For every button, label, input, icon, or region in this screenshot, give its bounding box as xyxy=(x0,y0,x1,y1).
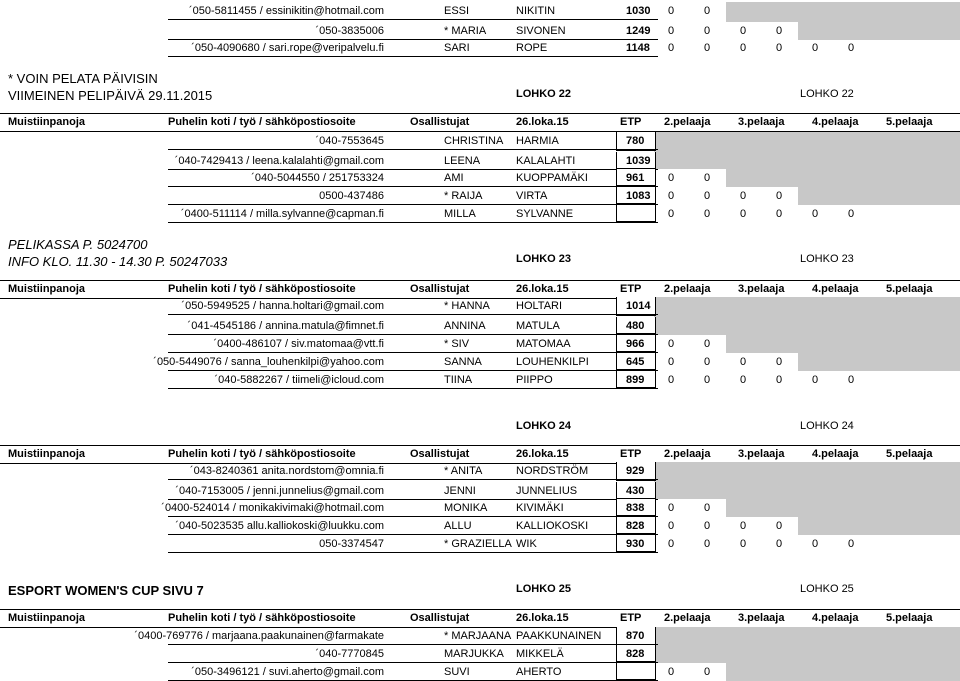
row-separator xyxy=(168,352,658,353)
row-separator xyxy=(168,516,658,517)
game-score: 0 xyxy=(740,520,747,532)
header-etp: ETP xyxy=(620,283,642,295)
game-score: 0 xyxy=(704,5,711,17)
game-score: 0 xyxy=(668,42,675,54)
shaded-cell xyxy=(726,2,960,22)
game-score: 0 xyxy=(668,5,675,17)
rating-value: 1148 xyxy=(626,42,650,54)
game-score: 0 xyxy=(848,208,855,220)
notice-esport-cup: ESPORT WOMEN'S CUP SIVU 7 xyxy=(8,583,204,598)
shaded-cell xyxy=(798,187,960,205)
game-score: 0 xyxy=(704,25,711,37)
last-name: HARMIA xyxy=(516,135,559,147)
header-date: 26.loka.15 xyxy=(516,116,569,128)
contact-info: ´040-7429413 / leena.kalalahti@gmail.com xyxy=(174,155,384,167)
contact-info: 0500-437486 xyxy=(319,190,384,202)
shaded-cell xyxy=(654,152,960,169)
game-score: 0 xyxy=(776,208,783,220)
rating-value: 930 xyxy=(626,538,645,550)
header-player2: 2.pelaaja xyxy=(664,612,711,624)
header-player3: 3.pelaaja xyxy=(738,116,785,128)
block-label-right: LOHKO 22 xyxy=(800,88,854,100)
first-name: MARJUKKA xyxy=(444,648,504,660)
game-score: 0 xyxy=(848,538,855,550)
first-name: * HANNA xyxy=(444,300,490,312)
contact-info: ´050-3496121 / suvi.aherto@gmail.com xyxy=(191,666,384,678)
row-separator xyxy=(168,479,658,480)
game-score: 0 xyxy=(668,666,675,678)
game-score: 0 xyxy=(848,374,855,386)
header-rule-top xyxy=(0,280,960,281)
block-label-right: LOHKO 24 xyxy=(800,420,854,432)
contact-info: ´040-5023535 allu.kalliokoski@luukku.com xyxy=(175,520,384,532)
first-name: SARI xyxy=(444,42,470,54)
rating-value: 838 xyxy=(626,502,645,514)
header-player2: 2.pelaaja xyxy=(664,448,711,460)
row-separator xyxy=(168,662,658,663)
rating-value: 1249 xyxy=(626,25,651,37)
header-participants: Osallistujat xyxy=(410,116,470,128)
game-score: 0 xyxy=(704,374,711,386)
row-separator xyxy=(168,39,658,40)
notice-pelikassa: PELIKASSA P. 5024700 xyxy=(8,237,148,252)
header-participants: Osallistujat xyxy=(410,283,470,295)
contact-info: ´0400-524014 / monikakivimaki@hotmail.com xyxy=(161,502,384,514)
rating-value: 645 xyxy=(626,356,645,368)
header-player4: 4.pelaaja xyxy=(812,448,859,460)
etp-box xyxy=(616,663,656,680)
row-separator xyxy=(168,186,658,187)
contact-info: ´050-3835006 xyxy=(315,25,384,37)
game-score: 0 xyxy=(704,666,711,678)
etp-box xyxy=(616,205,656,222)
first-name: ESSI xyxy=(444,5,470,17)
game-score: 0 xyxy=(704,172,711,184)
row-separator xyxy=(168,19,658,20)
contact-info: ´040-5044550 / 251753324 xyxy=(251,172,384,184)
contact-info: ´0400-511114 / milla.sylvanne@capman.fi xyxy=(180,208,384,220)
game-score: 0 xyxy=(668,172,675,184)
row-separator xyxy=(168,314,658,315)
game-score: 0 xyxy=(776,538,783,550)
header-participants: Osallistujat xyxy=(410,612,470,624)
first-name: SANNA xyxy=(444,356,482,368)
last-name: JUNNELIUS xyxy=(516,485,578,497)
game-score: 0 xyxy=(812,208,819,220)
row-separator xyxy=(168,499,658,500)
game-score: 0 xyxy=(740,190,747,202)
contact-info: ´043-8240361 anita.nordstom@omnia.fi xyxy=(189,465,384,477)
game-score: 0 xyxy=(668,356,675,368)
header-contact: Puhelin koti / työ / sähköpostiosoite xyxy=(168,612,356,624)
first-name: MONIKA xyxy=(444,502,488,514)
game-score: 0 xyxy=(812,42,819,54)
rating-value: 480 xyxy=(626,320,645,332)
header-rule-top xyxy=(0,113,960,114)
game-score: 0 xyxy=(776,374,783,386)
game-score: 0 xyxy=(668,25,675,37)
last-name: NIKITIN xyxy=(516,5,556,17)
shaded-cell xyxy=(654,317,960,335)
shaded-cell xyxy=(654,482,960,499)
header-date: 26.loka.15 xyxy=(516,448,569,460)
header-notes: Muistiinpanoja xyxy=(8,612,85,624)
game-score: 0 xyxy=(740,374,747,386)
header-player5: 5.pelaaja xyxy=(886,283,933,295)
last-name: PAAKKUNAINEN xyxy=(516,630,602,642)
first-name: ANNINA xyxy=(444,320,486,332)
header-contact: Puhelin koti / työ / sähköpostiosoite xyxy=(168,448,356,460)
contact-info: ´040-7153005 / jenni.junnelius@gmail.com xyxy=(175,485,384,497)
last-name: LOUHENKILPI xyxy=(516,356,589,368)
shaded-cell xyxy=(726,335,960,353)
shaded-cell xyxy=(654,132,960,152)
block-label: LOHKO 24 xyxy=(516,420,572,432)
shaded-cell xyxy=(654,462,960,482)
first-name: SUVI xyxy=(444,666,470,678)
row-separator xyxy=(168,552,658,553)
rating-value: 828 xyxy=(626,648,645,660)
first-name: * MARIA xyxy=(444,25,487,37)
last-name: KALALAHTI xyxy=(516,155,576,167)
rating-value: 870 xyxy=(626,630,645,642)
game-score: 0 xyxy=(740,538,747,550)
contact-info: ´050-4090680 / sari.rope@veripalvelu.fi xyxy=(191,42,384,54)
shaded-cell xyxy=(654,297,960,317)
header-date: 26.loka.15 xyxy=(516,283,569,295)
header-date: 26.loka.15 xyxy=(516,612,569,624)
game-score: 0 xyxy=(740,25,747,37)
shaded-cell xyxy=(726,169,960,187)
row-separator xyxy=(168,644,658,645)
header-contact: Puhelin koti / työ / sähköpostiosoite xyxy=(168,116,356,128)
game-score: 0 xyxy=(740,356,747,368)
row-separator xyxy=(168,370,658,371)
game-score: 0 xyxy=(668,502,675,514)
game-score: 0 xyxy=(776,520,783,532)
rating-value: 966 xyxy=(626,338,645,350)
game-score: 0 xyxy=(704,356,711,368)
block-label: LOHKO 22 xyxy=(516,88,572,100)
game-score: 0 xyxy=(668,374,675,386)
header-etp: ETP xyxy=(620,116,642,128)
notice-info-hours: INFO KLO. 11.30 - 14.30 P. 50247033 xyxy=(8,254,228,269)
header-player5: 5.pelaaja xyxy=(886,612,933,624)
contact-info: ´0400-486107 / siv.matomaa@vtt.fi xyxy=(213,338,384,350)
header-etp: ETP xyxy=(620,448,642,460)
rating-value: 899 xyxy=(626,374,645,386)
header-rule-top xyxy=(0,445,960,446)
game-score: 0 xyxy=(776,356,783,368)
rating-value: 430 xyxy=(626,485,645,497)
rating-value: 1030 xyxy=(626,5,651,17)
contact-info: ´040-7553645 xyxy=(315,135,384,147)
notice-play-daytime: * VOIN PELATA PÄIVISIN xyxy=(8,71,158,86)
header-player3: 3.pelaaja xyxy=(738,448,785,460)
contact-info: ´050-5449076 / sanna_louhenkilpi@yahoo.com xyxy=(153,356,384,368)
last-name: SYLVANNE xyxy=(516,208,574,220)
block-label-right: LOHKO 23 xyxy=(800,253,854,265)
game-score: 0 xyxy=(668,190,675,202)
game-score: 0 xyxy=(704,190,711,202)
shaded-cell xyxy=(798,517,960,535)
game-score: 0 xyxy=(776,42,783,54)
game-score: 0 xyxy=(848,42,855,54)
last-name: SIVONEN xyxy=(516,25,566,37)
header-notes: Muistiinpanoja xyxy=(8,283,85,295)
header-etp: ETP xyxy=(620,612,642,624)
block-label-right: LOHKO 25 xyxy=(800,583,854,595)
header-player4: 4.pelaaja xyxy=(812,116,859,128)
contact-info: 050-3374547 xyxy=(319,538,384,550)
first-name: MILLA xyxy=(444,208,476,220)
rating-value: 828 xyxy=(626,520,645,532)
header-rule-top xyxy=(0,609,960,610)
first-name: * ANITA xyxy=(444,465,483,477)
contact-info: ´050-5811455 / essinikitin@hotmail.com xyxy=(188,5,384,17)
first-name: AMI xyxy=(444,172,464,184)
first-name: CHRISTINA xyxy=(444,135,504,147)
game-score: 0 xyxy=(812,538,819,550)
rating-value: 1014 xyxy=(626,300,651,312)
game-score: 0 xyxy=(704,520,711,532)
row-separator xyxy=(168,388,658,389)
game-score: 0 xyxy=(668,208,675,220)
header-participants: Osallistujat xyxy=(410,448,470,460)
row-separator xyxy=(168,204,658,205)
rating-value: 961 xyxy=(626,172,645,184)
row-separator xyxy=(168,222,658,223)
rating-value: 1039 xyxy=(626,155,651,167)
row-separator xyxy=(168,334,658,335)
block-label: LOHKO 23 xyxy=(516,253,572,265)
game-score: 0 xyxy=(704,502,711,514)
header-contact: Puhelin koti / työ / sähköpostiosoite xyxy=(168,283,356,295)
game-score: 0 xyxy=(704,538,711,550)
first-name: ALLU xyxy=(444,520,472,532)
first-name: * RAIJA xyxy=(444,190,483,202)
game-score: 0 xyxy=(704,42,711,54)
rating-value: 1083 xyxy=(626,190,651,202)
rating-value: 780 xyxy=(626,135,645,147)
header-notes: Muistiinpanoja xyxy=(8,448,85,460)
first-name: * SIV xyxy=(444,338,470,350)
contact-info: ´050-5949525 / hanna.holtari@gmail.com xyxy=(181,300,384,312)
last-name: WIK xyxy=(516,538,537,550)
header-player3: 3.pelaaja xyxy=(738,612,785,624)
last-name: MATULA xyxy=(516,320,560,332)
first-name: LEENA xyxy=(444,155,481,167)
last-name: NORDSTRÖM xyxy=(516,465,589,477)
last-name: HOLTARI xyxy=(516,300,563,312)
game-score: 0 xyxy=(740,42,747,54)
game-score: 0 xyxy=(668,338,675,350)
last-name: KUOPPAMÄKI xyxy=(516,172,588,184)
contact-info: ´0400-769776 / marjaana.paakunainen@farmakate xyxy=(134,630,384,642)
shaded-cell xyxy=(726,663,960,681)
shaded-cell xyxy=(654,645,960,663)
header-player2: 2.pelaaja xyxy=(664,116,711,128)
shaded-cell xyxy=(726,499,960,517)
first-name: * MARJAANA xyxy=(444,630,512,642)
game-score: 0 xyxy=(704,208,711,220)
last-name: MIKKELÄ xyxy=(516,648,564,660)
shaded-cell xyxy=(798,353,960,371)
header-player5: 5.pelaaja xyxy=(886,116,933,128)
game-score: 0 xyxy=(812,374,819,386)
header-player5: 5.pelaaja xyxy=(886,448,933,460)
last-name: VIRTA xyxy=(516,190,548,202)
row-separator xyxy=(168,149,658,150)
contact-info: ´040-5882267 / tiimeli@icloud.com xyxy=(214,374,384,386)
first-name: JENNI xyxy=(444,485,476,497)
header-player2: 2.pelaaja xyxy=(664,283,711,295)
contact-info: ´040-7770845 xyxy=(315,648,384,660)
first-name: TIINA xyxy=(444,374,473,386)
game-score: 0 xyxy=(704,338,711,350)
first-name: * GRAZIELLA xyxy=(444,538,512,550)
game-score: 0 xyxy=(668,538,675,550)
header-notes: Muistiinpanoja xyxy=(8,116,85,128)
game-score: 0 xyxy=(776,190,783,202)
last-name: KIVIMÄKI xyxy=(516,502,564,514)
rating-value: 929 xyxy=(626,465,645,477)
last-name: PIIPPO xyxy=(516,374,553,386)
header-player3: 3.pelaaja xyxy=(738,283,785,295)
last-name: KALLIOKOSKI xyxy=(516,520,589,532)
block-label: LOHKO 25 xyxy=(516,583,572,595)
header-player4: 4.pelaaja xyxy=(812,612,859,624)
header-player4: 4.pelaaja xyxy=(812,283,859,295)
game-score: 0 xyxy=(740,208,747,220)
game-score: 0 xyxy=(776,25,783,37)
row-separator xyxy=(168,534,658,535)
row-separator xyxy=(168,56,658,57)
shaded-cell xyxy=(654,627,960,645)
last-name: AHERTO xyxy=(516,666,562,678)
game-score: 0 xyxy=(668,520,675,532)
row-separator xyxy=(168,169,658,170)
last-name: ROPE xyxy=(516,42,548,54)
contact-info: ´041-4545186 / annina.matula@fimnet.fi xyxy=(187,320,384,332)
notice-last-play-day: VIIMEINEN PELIPÄIVÄ 29.11.2015 xyxy=(8,88,213,103)
shaded-cell xyxy=(798,22,960,40)
last-name: MATOMAA xyxy=(516,338,571,350)
